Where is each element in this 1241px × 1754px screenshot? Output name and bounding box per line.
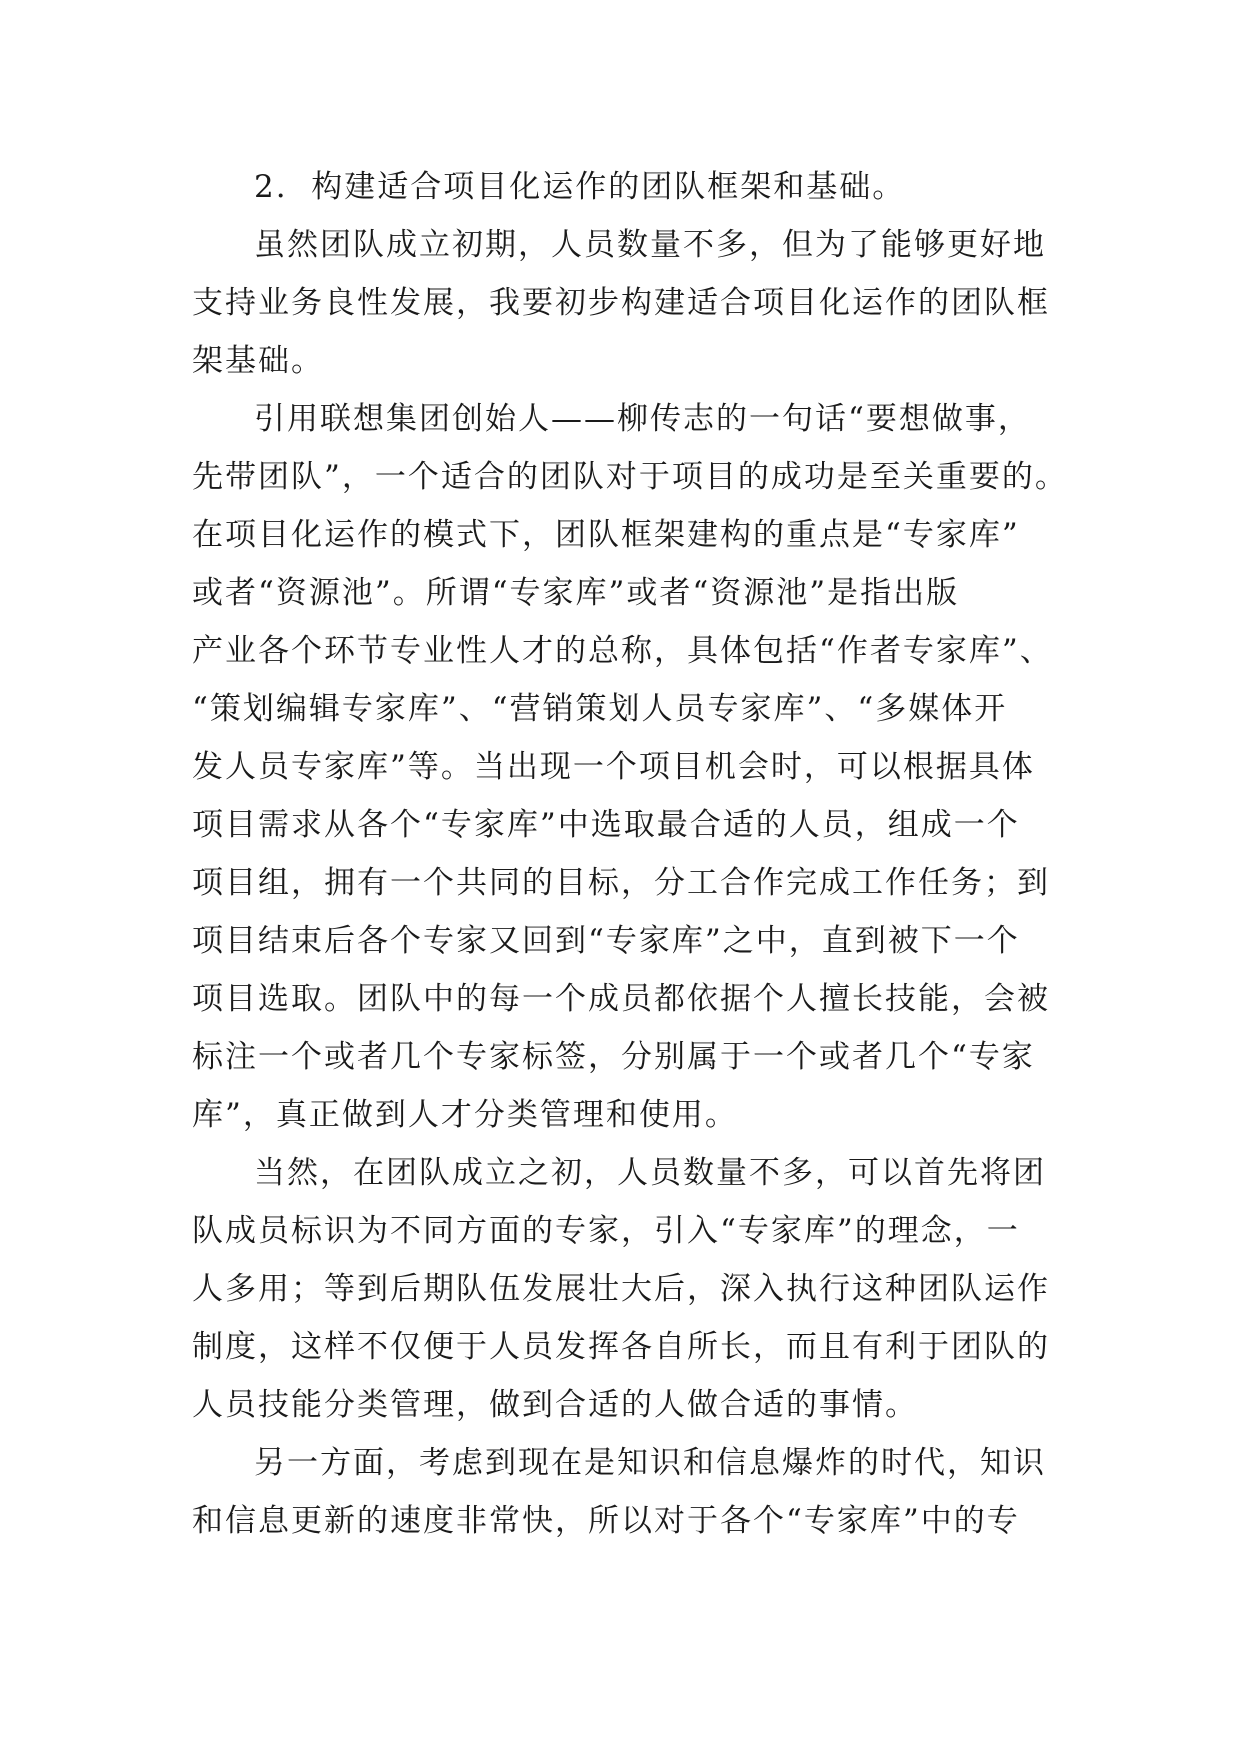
paragraph-line: 另一方面，考虑到现在是知识和信息爆炸的时代，知识 (254, 1445, 1046, 1481)
paragraph-line: “策划编辑专家库”、“营销策划人员专家库”、“多媒体开 (192, 691, 1008, 727)
paragraph-line: 引用联想集团创始人——柳传志的一句话“要想做事， (254, 401, 1031, 437)
paragraph-line: 人多用；等到后期队伍发展壮大后，深入执行这种团队运作 (192, 1271, 1050, 1307)
paragraph-line: 产业各个环节专业性人才的总称，具体包括“作者专家库”、 (192, 633, 1053, 669)
paragraph-line: 制度，这样不仅便于人员发挥各自所长，而且有利于团队的 (192, 1329, 1050, 1365)
paragraph-line: 先带团队”，一个适合的团队对于项目的成功是至关重要的。 (192, 459, 1068, 495)
paragraph-line: 队成员标识为不同方面的专家，引入“专家库”的理念，一 (192, 1213, 1020, 1249)
paragraph-line: 发人员专家库”等。当出现一个项目机会时，可以根据具体 (192, 749, 1035, 785)
paragraph-line: 项目结束后各个专家又回到“专家库”之中，直到被下一个 (192, 923, 1020, 959)
paragraph-line: 项目组，拥有一个共同的目标，分工合作完成工作任务；到 (192, 865, 1050, 901)
paragraph-line: 支持业务良性发展，我要初步构建适合项目化运作的团队框 (192, 285, 1050, 321)
paragraph-line: 库”，真正做到人才分类管理和使用。 (192, 1097, 738, 1133)
paragraph-line: 标注一个或者几个专家标签，分别属于一个或者几个“专家 (192, 1039, 1035, 1075)
paragraph-line: 人员技能分类管理，做到合适的人做合适的事情。 (192, 1387, 918, 1423)
paragraph-line: 项目需求从各个“专家库”中选取最合适的人员，组成一个 (192, 807, 1020, 843)
paragraph-line: 和信息更新的速度非常快，所以对于各个“专家库”中的专 (192, 1503, 1020, 1539)
paragraph-line: 在项目化运作的模式下，团队框架建构的重点是“专家库” (192, 517, 1020, 553)
body-text (192, 158, 1112, 1550)
section-heading: 2. 构建适合项目化运作的团队框架和基础。 (254, 169, 906, 205)
paragraph-line: 或者“资源池”。所谓“专家库”或者“资源池”是指出版 (192, 575, 960, 611)
paragraph-line: 项目选取。团队中的每一个成员都依据个人擅长技能，会被 (192, 981, 1050, 1017)
paragraph-line: 虽然团队成立初期，人员数量不多，但为了能够更好地 (254, 227, 1046, 263)
paragraph-line: 架基础。 (192, 343, 324, 379)
paragraph-line: 当然，在团队成立之初，人员数量不多，可以首先将团 (254, 1155, 1046, 1191)
